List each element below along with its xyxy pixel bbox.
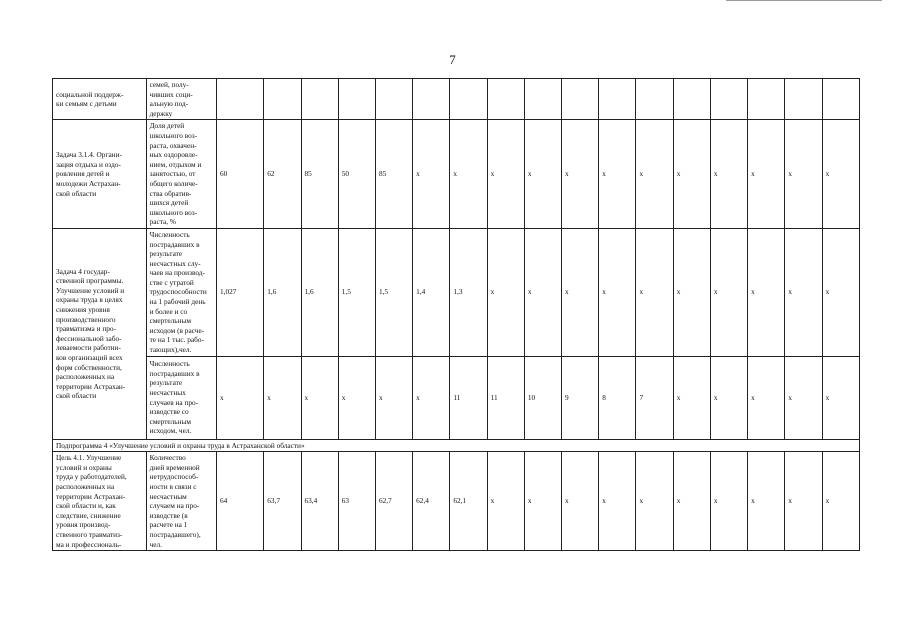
value-cell: x: [822, 120, 859, 229]
value-cell: x: [710, 452, 747, 551]
value-cell: 62,4: [413, 452, 450, 551]
value-cell: [264, 79, 301, 120]
value-cell: x: [748, 228, 785, 356]
value-cell: x: [599, 452, 636, 551]
value-cell: [673, 79, 710, 120]
value-cell: [524, 79, 561, 120]
table-row: [53, 356, 860, 439]
table-row: [53, 79, 860, 120]
table-row: [53, 120, 860, 229]
value-cell: 85: [375, 120, 412, 229]
task-cell: Задача 4 государ- ственной программы. Улучшение условий и охраны труда в целях снижения уровня производственного травматизма и про- фессиональной забо- леваемости работни- ков организаций всех форм собственности, расположенных на территории Астрахан- ской области: [53, 228, 147, 439]
value-cell: x: [785, 120, 822, 229]
value-cell: 60: [217, 120, 264, 229]
value-cell: 1,5: [338, 228, 375, 356]
indicator-cell: семей, полу- чивших соци- альную под- держку: [146, 79, 216, 120]
task-cell: социальной поддерж- ки семьям с детьми: [53, 79, 147, 120]
value-cell: x: [487, 452, 524, 551]
value-cell: x: [524, 228, 561, 356]
value-cell: [636, 79, 673, 120]
value-cell: 62,1: [450, 452, 487, 551]
value-cell: x: [599, 120, 636, 229]
value-cell: x: [636, 452, 673, 551]
value-cell: 7: [636, 356, 673, 439]
value-cell: x: [413, 120, 450, 229]
value-cell: x: [785, 228, 822, 356]
value-cell: x: [217, 356, 264, 439]
value-cell: x: [450, 120, 487, 229]
value-cell: 1,6: [301, 228, 338, 356]
value-cell: 50: [338, 120, 375, 229]
value-cell: x: [673, 452, 710, 551]
value-cell: x: [562, 452, 599, 551]
value-cell: x: [636, 228, 673, 356]
value-cell: 62,7: [375, 452, 412, 551]
indicator-cell: Численность пострадавших в результате несчастных слу- чаев на производ- стве с утратой трудоспособности на 1 рабочий день и более и со смертельным исходом (в расче- те на 1 тыс. рабо- тающих),чел.: [146, 228, 216, 356]
table-row: [53, 452, 860, 551]
value-cell: x: [710, 120, 747, 229]
value-cell: 63,4: [301, 452, 338, 551]
value-cell: x: [375, 356, 412, 439]
value-cell: [710, 79, 747, 120]
value-cell: 85: [301, 120, 338, 229]
value-cell: x: [748, 120, 785, 229]
value-cell: 9: [562, 356, 599, 439]
indicator-cell: Количество дней временной нетрудоспособ- ности в связи с несчастным случаем на про- изводстве (в расчете на 1 пострадавшего), чел.: [146, 452, 216, 551]
value-cell: x: [636, 120, 673, 229]
value-cell: x: [487, 228, 524, 356]
value-cell: x: [748, 356, 785, 439]
value-cell: [450, 79, 487, 120]
value-cell: 11: [450, 356, 487, 439]
value-cell: x: [524, 452, 561, 551]
subprogram-title: Подпрограмма 4 «Улучшение условий и охраны труда в Астраханской области»: [53, 439, 860, 452]
value-cell: x: [710, 356, 747, 439]
value-cell: x: [748, 452, 785, 551]
value-cell: 1,5: [375, 228, 412, 356]
goal-cell: Цель 4.1. Улучшение условий и охраны труда у работодателей, расположенных на территории Астрахан- ской области и, как следствие, снижение уровня производ- ственного травматиз- ма и профессиональ-: [53, 452, 147, 551]
table-row: [53, 228, 860, 356]
task-cell: Задача 3.1.4. Органи- зация отдыха и оздо- ровления детей и молодежи Астрахан- ской области: [53, 120, 147, 229]
value-cell: x: [562, 120, 599, 229]
value-cell: 1,4: [413, 228, 450, 356]
value-cell: 1,027: [217, 228, 264, 356]
value-cell: x: [673, 120, 710, 229]
indicator-cell: Доля детей школьного воз- раста, охвачен- ных оздоровле- нием, отдыхом и занятостью, от общего количе- ства обратив- шихся детей школьного воз- раста, %: [146, 120, 216, 229]
value-cell: 64: [217, 452, 264, 551]
value-cell: x: [264, 356, 301, 439]
value-cell: x: [673, 356, 710, 439]
value-cell: x: [487, 120, 524, 229]
value-cell: [217, 79, 264, 120]
value-cell: x: [301, 356, 338, 439]
value-cell: x: [785, 452, 822, 551]
value-cell: [301, 79, 338, 120]
value-cell: [599, 79, 636, 120]
value-cell: x: [599, 228, 636, 356]
value-cell: [785, 79, 822, 120]
value-cell: [338, 79, 375, 120]
indicator-cell: Численность пострадавших в результате несчастных случаев на про- изводстве со смертельным исходом, чел.: [146, 356, 216, 439]
indicators-table: [52, 78, 860, 551]
value-cell: 1,6: [264, 228, 301, 356]
value-cell: [413, 79, 450, 120]
value-cell: x: [338, 356, 375, 439]
top-rule: [726, 0, 882, 2]
value-cell: 63,7: [264, 452, 301, 551]
value-cell: x: [673, 228, 710, 356]
value-cell: 63: [338, 452, 375, 551]
value-cell: 1,3: [450, 228, 487, 356]
value-cell: x: [822, 356, 859, 439]
value-cell: x: [710, 228, 747, 356]
value-cell: 8: [599, 356, 636, 439]
value-cell: x: [822, 228, 859, 356]
value-cell: [822, 79, 859, 120]
value-cell: [562, 79, 599, 120]
value-cell: 11: [487, 356, 524, 439]
value-cell: [375, 79, 412, 120]
value-cell: x: [822, 452, 859, 551]
value-cell: x: [562, 228, 599, 356]
value-cell: x: [413, 356, 450, 439]
page-number: 7: [449, 52, 456, 67]
value-cell: [487, 79, 524, 120]
subprogram-row: [53, 439, 860, 452]
value-cell: [748, 79, 785, 120]
value-cell: 62: [264, 120, 301, 229]
value-cell: x: [524, 120, 561, 229]
value-cell: 10: [524, 356, 561, 439]
value-cell: x: [785, 356, 822, 439]
